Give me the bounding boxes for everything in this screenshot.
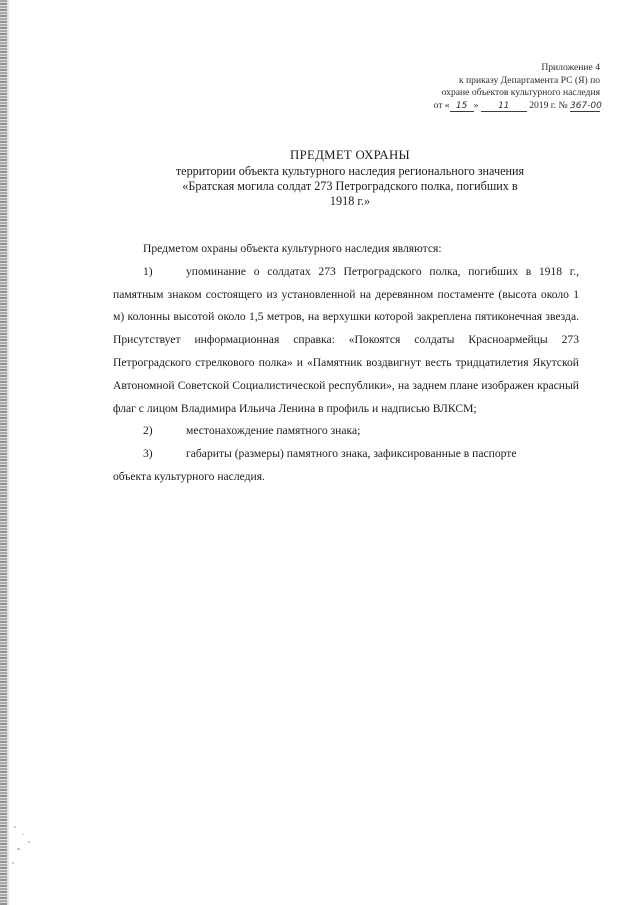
scan-edge-shadow [7, 0, 10, 905]
list-item-1 [113, 261, 579, 284]
title-line-1: территории объекта культурного наследия регионального значения [175, 164, 525, 178]
annex-line-1: Приложение 4 [541, 62, 600, 73]
list-item-3 [113, 443, 579, 466]
document-title-block [100, 148, 600, 209]
item-continuation: памятным знаком состоящего из установленной на деревянном постаменте (высота около 1 м) колонны высотой около 1,5 метров, на верхушки которой закреплена пятиконечная звезда. Присутствует информационная справка: «Покоятся солдаты Красноармейцы 273 Петроградского стрелкового полка» и «Памятник воздвигнут весть тридцатилетия Якутской Автономной Советской Социалистической республики», на заднем плане изображен красный флаг с лицом Владимира Ильича Ленина в профиль и надписью ВЛКСМ; [113, 287, 579, 415]
annex-line-2: к приказу Департамента РС (Я) по [458, 74, 600, 86]
title-line-2: «Братская могила солдат 273 Петроградского полка, погибших в [182, 179, 518, 193]
date-mid: » [473, 99, 479, 111]
title-line-3: 1918 г.» [329, 194, 371, 208]
page-title: ПРЕДМЕТ ОХРАНЫ [290, 148, 410, 162]
item-number: 1) [143, 264, 153, 278]
scan-speck [22, 834, 24, 835]
order-number-handwritten: 367-00 [570, 100, 602, 111]
scan-speck [14, 826, 16, 828]
date-prefix: от « [433, 99, 450, 111]
date-day-handwritten: 15 [450, 101, 474, 112]
annex-date-line [420, 100, 600, 113]
item-first-line: местонахождение памятного знака; [186, 424, 361, 438]
date-year: 2019 г. № [529, 99, 568, 111]
list-item-2 [113, 420, 579, 443]
annex-block [420, 62, 600, 112]
scan-speck [28, 841, 30, 843]
item-continuation: объекта культурного наследия. [113, 469, 265, 483]
document-body [113, 238, 579, 489]
scan-speck [17, 848, 20, 850]
item-number: 3) [143, 447, 153, 461]
scan-speck [12, 862, 14, 864]
scan-edge-strip [0, 0, 7, 905]
item-number: 2) [143, 424, 153, 438]
date-month-handwritten: 11 [481, 101, 527, 112]
item-first-line: упоминание о солдатах 273 Петроградского полка, погибших в 1918 г., [186, 264, 579, 278]
annex-line-3: охране объектов культурного наследия [441, 87, 600, 98]
intro-paragraph: Предметом охраны объекта культурного наследия являются: [143, 242, 442, 255]
item-first-line: габариты (размеры) памятного знака, зафиксированные в паспорте [186, 447, 517, 461]
